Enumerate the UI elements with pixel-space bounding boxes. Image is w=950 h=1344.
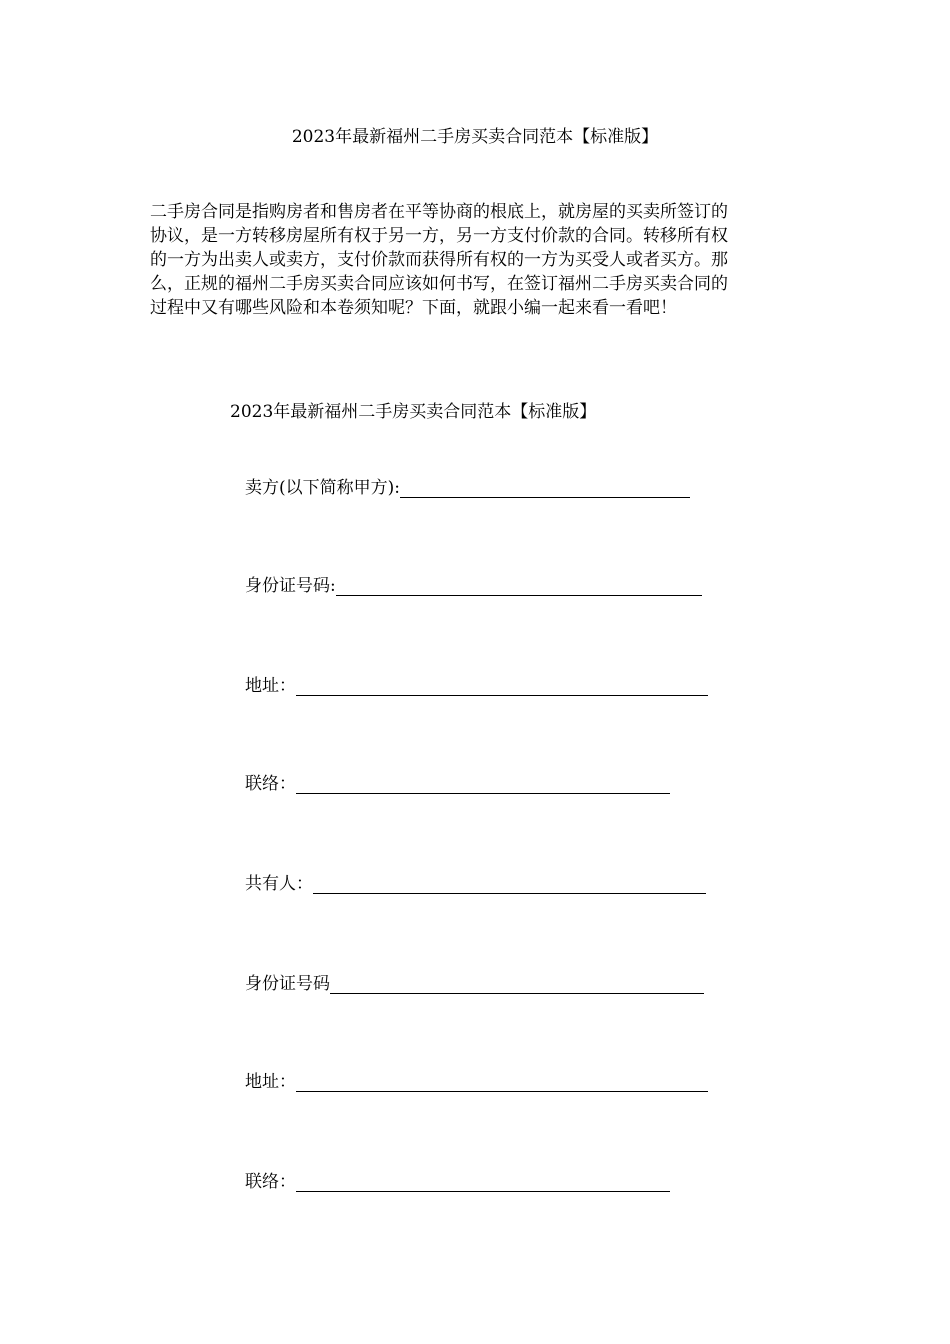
- co-owner-contact-blank[interactable]: [296, 1173, 670, 1192]
- seller-id-label: 身份证号码:: [245, 576, 336, 596]
- seller-contact-blank[interactable]: [296, 775, 670, 794]
- co-owner-id-label: 身份证号码: [245, 974, 330, 994]
- intro-line: 协议，是一方转移房屋所有权于另一方，另一方支付价款的合同。转移所有权: [150, 226, 728, 246]
- co-owner-blank[interactable]: [313, 875, 706, 894]
- co-owner-id-field: [245, 972, 704, 996]
- intro-paragraph: [150, 200, 800, 320]
- seller-address-label: 地址：: [245, 676, 296, 696]
- seller-address-blank[interactable]: [296, 677, 708, 696]
- seller-address-field: [245, 674, 708, 698]
- co-owner-address-blank[interactable]: [296, 1073, 708, 1092]
- intro-line: 么，正规的福州二手房买卖合同应该如何书写，在签订福州二手房买卖合同的: [150, 274, 728, 294]
- seller-name-blank[interactable]: [400, 479, 690, 498]
- co-owner-address-field: [245, 1070, 708, 1094]
- co-owner-address-label: 地址：: [245, 1072, 296, 1092]
- seller-contact-field: [245, 772, 670, 796]
- co-owner-label: 共有人：: [245, 874, 313, 894]
- document-title: 2023年最新福州二手房买卖合同范本【标准版】: [291, 127, 659, 147]
- contract-subtitle: 2023年最新福州二手房买卖合同范本【标准版】: [230, 402, 597, 422]
- seller-id-blank[interactable]: [336, 577, 702, 596]
- seller-id-field: [245, 574, 702, 598]
- seller-name-field: [245, 476, 690, 500]
- co-owner-contact-label: 联络：: [245, 1172, 296, 1192]
- co-owner-id-blank[interactable]: [330, 975, 704, 994]
- intro-line: 的一方为出卖人或卖方，支付价款而获得所有权的一方为买受人或者买方。那: [150, 250, 728, 270]
- seller-contact-label: 联络：: [245, 774, 296, 794]
- seller-name-label: 卖方(以下简称甲方):: [245, 478, 400, 498]
- intro-line: 过程中又有哪些风险和本卷须知呢？下面，就跟小编一起来看一看吧！: [150, 298, 677, 318]
- intro-line: 二手房合同是指购房者和售房者在平等协商的根底上，就房屋的买卖所签订的: [150, 202, 728, 222]
- co-owner-field: [245, 872, 706, 896]
- co-owner-contact-field: [245, 1170, 670, 1194]
